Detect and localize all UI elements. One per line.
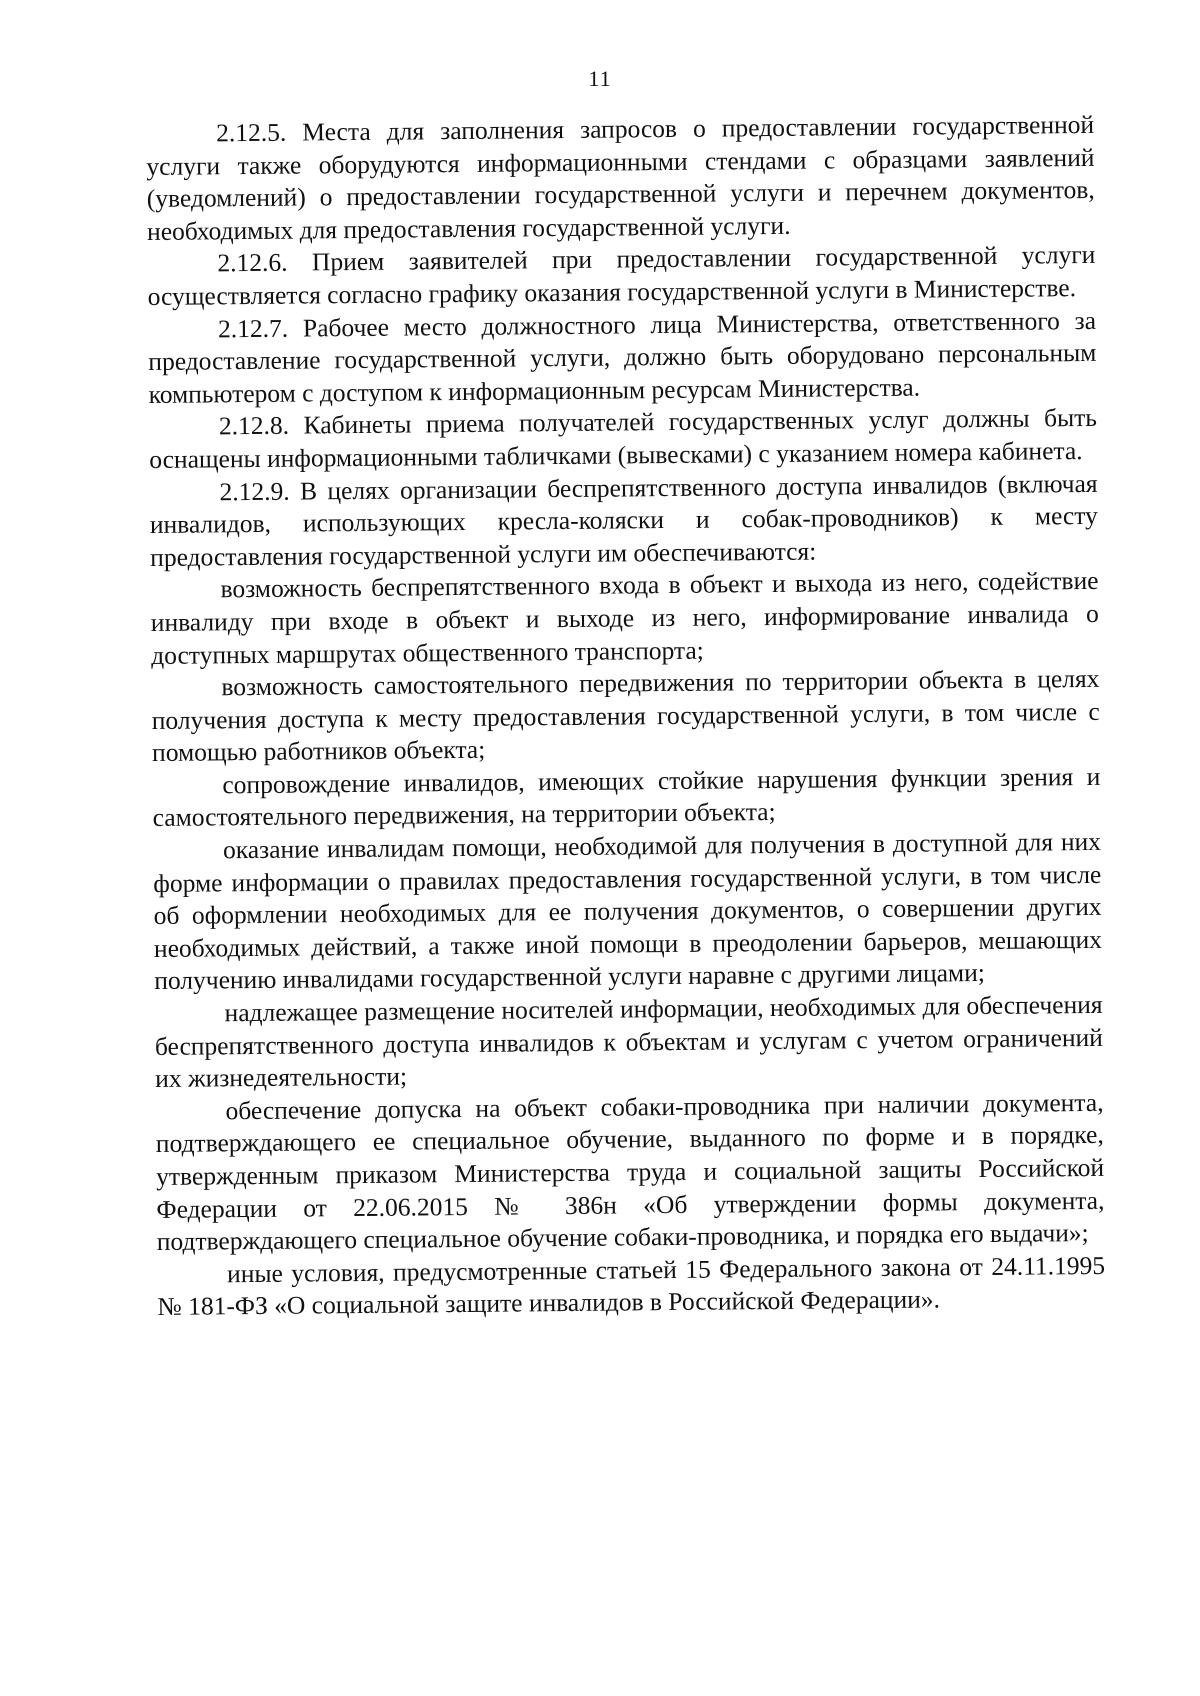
paragraph-2-12-8: 2.12.8. Кабинеты приема получателей государственных услуг должны быть оснащены информационными табличками (вывесками) с указанием номера кабинета. (149, 403, 1098, 474)
list-item-other-conditions: иные условия, предусмотренные статьей 15 Федерального закона от 24.11.1995 № 181-ФЗ «О социальной защите инвалидов в Российской Федерации». (157, 1250, 1106, 1322)
list-item-movement: возможность самостоятельного передвижения по территории объекта в целях получения доступа к месту предоставления государственной услуги, в том числе с помощью работников объекта; (151, 663, 1100, 768)
paragraph-2-12-9: 2.12.9. В целях организации беспрепятственного доступа инвалидов (включая инвалидов, использующих кресла-коляски и собак-проводников) к месту предоставления государственной услуги им обеспечиваются: (149, 468, 1098, 572)
list-item-information-carriers: надлежащее размещение носителей информации, необходимых для обеспечения беспрепятственного доступа инвалидов к объектам и услугам с учетом ограничений их жизнедеятельности; (154, 989, 1104, 1094)
list-item-escort: сопровождение инвалидов, имеющих стойкие нарушения функции зрения и самостоятельного передвижения, на территории объекта; (152, 761, 1101, 833)
list-item-entry-exit: возможность беспрепятственного входа в объект и выхода из него, содействие инвалиду при входе в объект и выходе из него, информирование инвалида о доступных маршрутах общественного транспорта; (150, 566, 1099, 670)
paragraph-2-12-6: 2.12.6. Прием заявителей при предоставлении государственной услуги осуществляется согласно графику оказания государственной услуги в Министерстве. (147, 240, 1096, 311)
paragraph-2-12-5: 2.12.5. Места для заполнения запросов о предоставлении государственной услуги также оборудуются информационными стендами с образцами заявлений (уведомлений) о предоставлении государственной услуги и перечнем документов, необходимых для предоставления государственной услуги. (146, 109, 1095, 246)
paragraph-2-12-7: 2.12.7. Рабочее место должностного лица Министерства, ответственного за предоставление государственной услуги, должно быть оборудовано персональным компьютером с доступом к информационным ресурсам Министерства. (148, 305, 1097, 409)
page-number: 11 (588, 66, 612, 91)
list-item-guide-dog: обеспечение допуска на объект собаки-проводника при наличии документа, подтверждающего ее специальное обучение, выданного по форме и в порядке, утвержденным приказом Министерства труда и социальной защиты Российской Федерации от 22.06.2015 № 386н «Об утверждении формы документа, подтверждающего специальное обучение собаки-проводника, и порядка его выдачи»; (155, 1087, 1105, 1257)
list-item-assistance: оказание инвалидам помощи, необходимой для получения в доступной для них форме информации о правилах предоставления государственной услуги, в том числе об оформлении необходимых для ее получения документов, о совершении других необходимых действий, а также иной помощи в преодолении барьеров, мешающих получению инвалидами государственной услуги наравне с другими лицами; (153, 826, 1103, 996)
document-body (146, 109, 1106, 1324)
